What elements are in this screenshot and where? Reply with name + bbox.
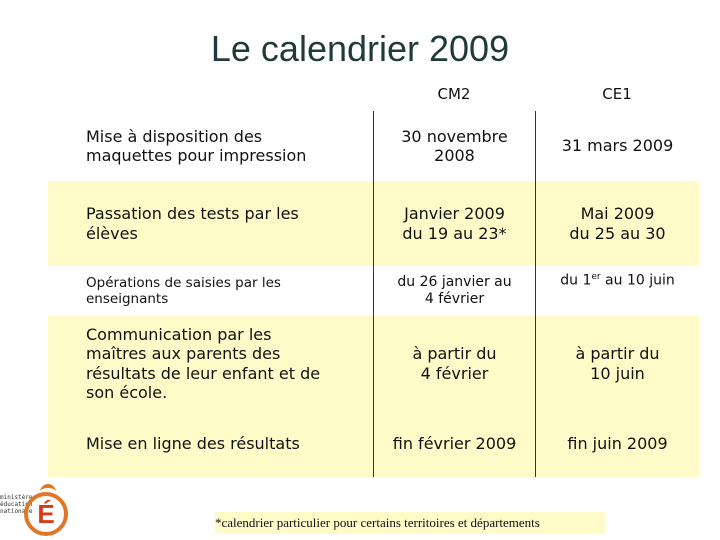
cm2-cell-line: du 26 janvier au [397,274,512,291]
row-label-line: son école. [86,382,168,402]
footnote [215,512,605,534]
row-label-line: Communication par les [86,325,272,345]
row-label-line: résultats de leur enfant et de [86,363,321,383]
logo-letter: É [37,498,55,529]
cm2-cell-line: 4 février [424,291,485,307]
cm2-cell [373,111,535,181]
row-label-line: élèves [86,223,138,243]
row-label-line: maîtres aux parents des [86,344,281,364]
table-row [48,316,699,411]
row-label-line: Passation des tests par les [86,204,299,224]
cm2-cell [373,181,535,266]
row-label [48,204,373,242]
logo-text-line: nationale [0,508,33,515]
cm2-cell-line: du 19 au 23* [402,223,507,243]
column-header-cm2: CM2 [437,85,471,103]
row-label [48,275,373,307]
ce1-cell-line: à partir du [575,344,660,364]
cm2-cell-line: 30 novembre [401,126,508,146]
table-row [48,111,699,181]
cm2-cell [373,316,535,411]
table-row [48,411,699,477]
education-nationale-logo-icon [24,492,68,536]
ce1-cell-text: du 1 [560,272,592,289]
ce1-cell-text: au 10 juin [600,272,675,289]
ce1-cell [535,316,699,411]
ce1-cell-line: fin juin 2009 [567,434,668,454]
row-label [48,325,373,402]
page-title: Le calendrier 2009 [210,28,510,69]
calendar-table [48,111,699,477]
cm2-cell-line: fin février 2009 [392,434,517,454]
table-row [48,266,699,316]
logo-text-line: ministère [0,494,33,501]
cm2-cell-line: 2008 [434,146,475,165]
row-label [48,127,373,165]
footnote-text: *calendrier particulier pour certains territoires et départements [215,515,540,530]
ce1-cell-line: du 25 au 30 [569,223,666,243]
cm2-cell [373,266,535,316]
cm2-cell-line: à partir du [412,344,497,364]
ce1-cell-line: 31 mars 2009 [561,136,674,156]
ce1-cell-line: 10 juin [590,363,645,383]
ce1-cell-superscript: er [591,272,601,282]
row-label-line: maquettes pour impression [86,146,307,165]
ce1-cell [535,266,699,316]
cm2-cell [373,411,535,477]
table-row [48,181,699,266]
row-label-line: Opérations de saisies par les [86,274,281,291]
row-label-line: Mise à disposition des [86,126,263,146]
cm2-cell-line: Janvier 2009 [404,204,505,224]
row-label-line: Mise en ligne des résultats [86,434,300,454]
ce1-cell [535,181,699,266]
row-label [48,434,373,453]
logo-text-line: éducation [0,501,33,508]
ce1-cell [535,411,699,477]
ce1-cell-line: Mai 2009 [580,204,655,224]
ce1-cell [535,111,699,181]
column-header-ce1: CE1 [602,85,632,103]
cm2-cell-line: 4 février [420,363,489,383]
row-label-line: enseignants [86,291,169,307]
